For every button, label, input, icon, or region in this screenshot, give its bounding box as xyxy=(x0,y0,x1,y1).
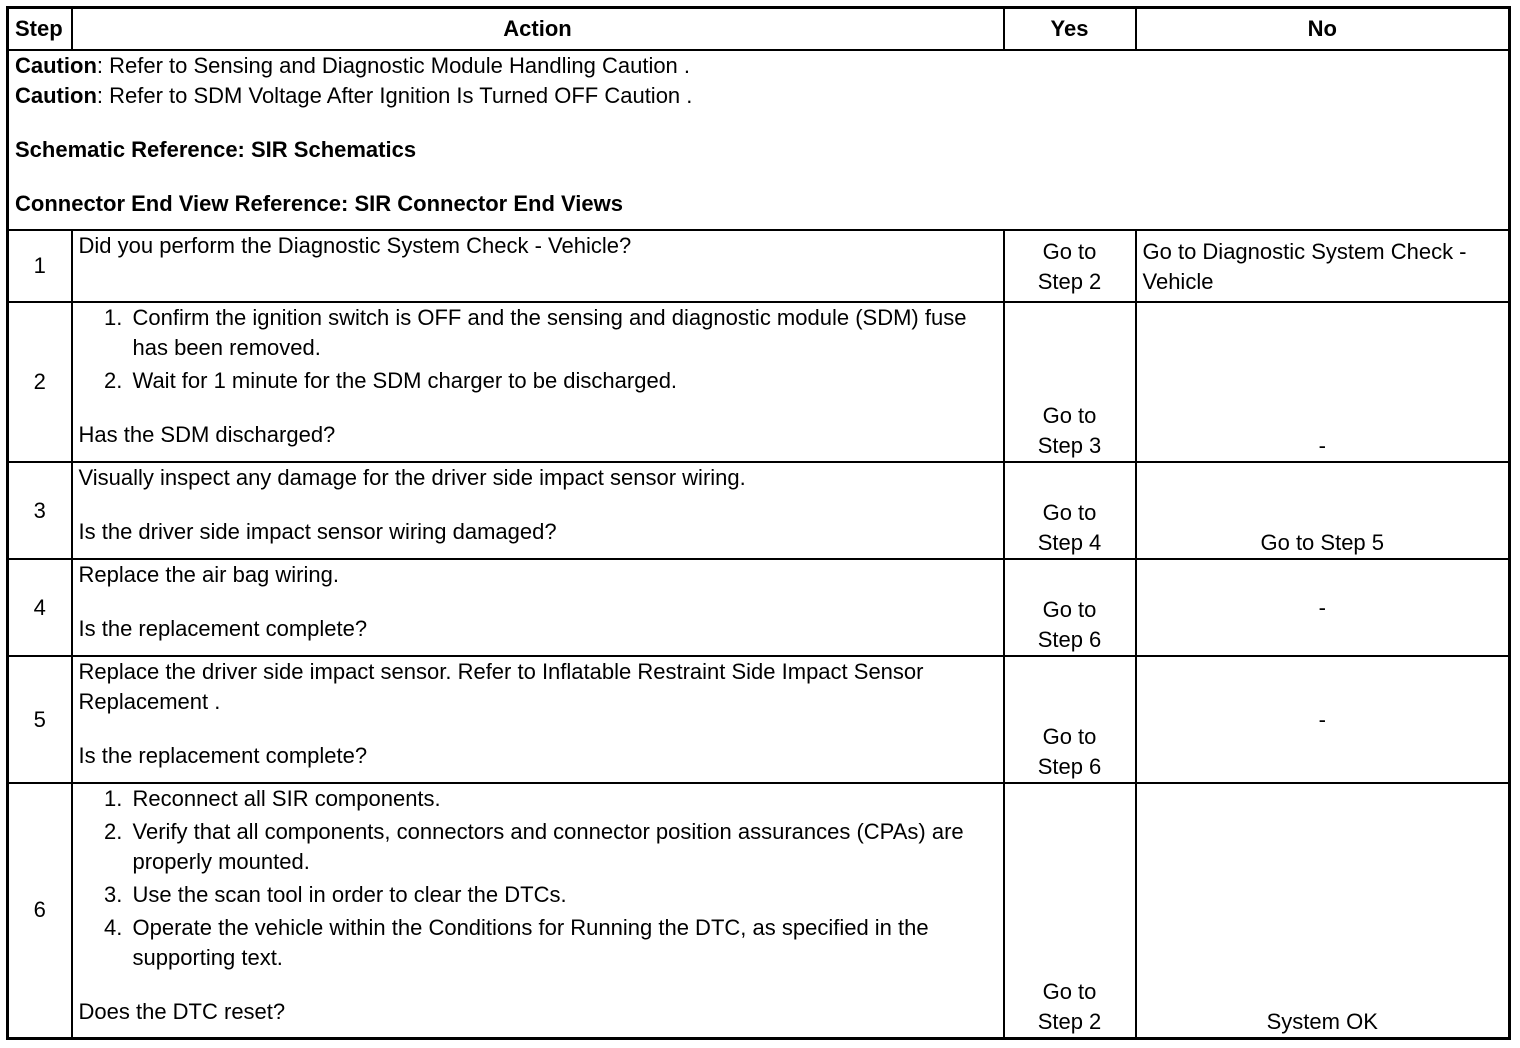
action-cell xyxy=(72,230,1004,302)
list-item: 1. Reconnect all SIR components. xyxy=(129,784,997,814)
action-list xyxy=(79,303,997,396)
action-text: Replace the driver side impact sensor. Refer to Inflatable Restraint Side Impact Sensor Replacement . xyxy=(78,659,924,714)
yes-cell: Go to Step 6 xyxy=(1004,656,1136,783)
caution-label: Caution xyxy=(15,83,97,108)
table-row xyxy=(8,783,1510,1038)
intro-row xyxy=(8,50,1510,230)
caution-line-1 xyxy=(15,51,1502,81)
schematic-reference: Schematic Reference: SIR Schematics xyxy=(15,137,417,162)
no-cell: - xyxy=(1136,656,1510,783)
yes-cell: Go to Step 2 xyxy=(1004,230,1136,302)
step-number: 6 xyxy=(8,783,72,1038)
step-number: 3 xyxy=(8,462,72,559)
no-cell: - xyxy=(1136,302,1510,462)
list-item: 3. Use the scan tool in order to clear the DTCs. xyxy=(129,880,997,910)
yes-cell: Go to Step 6 xyxy=(1004,559,1136,656)
action-text: Replace the air bag wiring. xyxy=(78,562,339,587)
table-header-row xyxy=(8,8,1510,51)
action-list xyxy=(79,784,997,973)
step-number: 2 xyxy=(8,302,72,462)
header-step: Step xyxy=(8,8,72,51)
action-cell xyxy=(72,656,1004,783)
table-row xyxy=(8,230,1510,302)
caution-label: Caution xyxy=(15,53,97,78)
header-yes: Yes xyxy=(1004,8,1136,51)
intro-cell xyxy=(8,50,1510,230)
no-cell: - xyxy=(1136,559,1510,656)
step-number: 4 xyxy=(8,559,72,656)
table-row xyxy=(8,302,1510,462)
question-text: Is the replacement complete? xyxy=(78,616,368,641)
connector-end-view-reference: Connector End View Reference: SIR Connector End Views xyxy=(15,191,623,216)
list-item: 2. Wait for 1 minute for the SDM charger to be discharged. xyxy=(129,366,997,396)
no-cell: Go to Step 5 xyxy=(1136,462,1510,559)
question-text: Has the SDM discharged? xyxy=(78,422,336,447)
caution-text: : Refer to SDM Voltage After Ignition Is Turned OFF Caution . xyxy=(96,83,693,108)
question-text: Does the DTC reset? xyxy=(78,999,286,1024)
action-cell xyxy=(72,462,1004,559)
no-cell: System OK xyxy=(1136,783,1510,1038)
step-number: 1 xyxy=(8,230,72,302)
action-text: Did you perform the Diagnostic System Check - Vehicle? xyxy=(78,233,632,258)
list-item: 4. Operate the vehicle within the Conditions for Running the DTC, as specified in the supporting text. xyxy=(129,913,997,973)
no-cell: Go to Diagnostic System Check - Vehicle xyxy=(1136,230,1510,302)
step-number: 5 xyxy=(8,656,72,783)
diagnostic-table xyxy=(6,6,1511,1040)
table-row xyxy=(8,559,1510,656)
header-no: No xyxy=(1136,8,1510,51)
caution-line-2 xyxy=(15,81,1502,111)
action-cell xyxy=(72,783,1004,1038)
caution-text: : Refer to Sensing and Diagnostic Module Handling Caution . xyxy=(96,53,691,78)
list-item: 2. Verify that all components, connectors and connector position assurances (CPAs) are properly mounted. xyxy=(129,817,997,877)
action-cell xyxy=(72,559,1004,656)
question-text: Is the driver side impact sensor wiring damaged? xyxy=(78,519,557,544)
yes-cell: Go to Step 3 xyxy=(1004,302,1136,462)
table-row xyxy=(8,462,1510,559)
action-cell xyxy=(72,302,1004,462)
table-row xyxy=(8,656,1510,783)
yes-cell: Go to Step 4 xyxy=(1004,462,1136,559)
list-item: 1. Confirm the ignition switch is OFF and the sensing and diagnostic module (SDM) fuse has been removed. xyxy=(129,303,997,363)
header-action: Action xyxy=(72,8,1004,51)
yes-cell: Go to Step 2 xyxy=(1004,783,1136,1038)
question-text: Is the replacement complete? xyxy=(78,743,368,768)
action-text: Visually inspect any damage for the driver side impact sensor wiring. xyxy=(78,465,746,490)
